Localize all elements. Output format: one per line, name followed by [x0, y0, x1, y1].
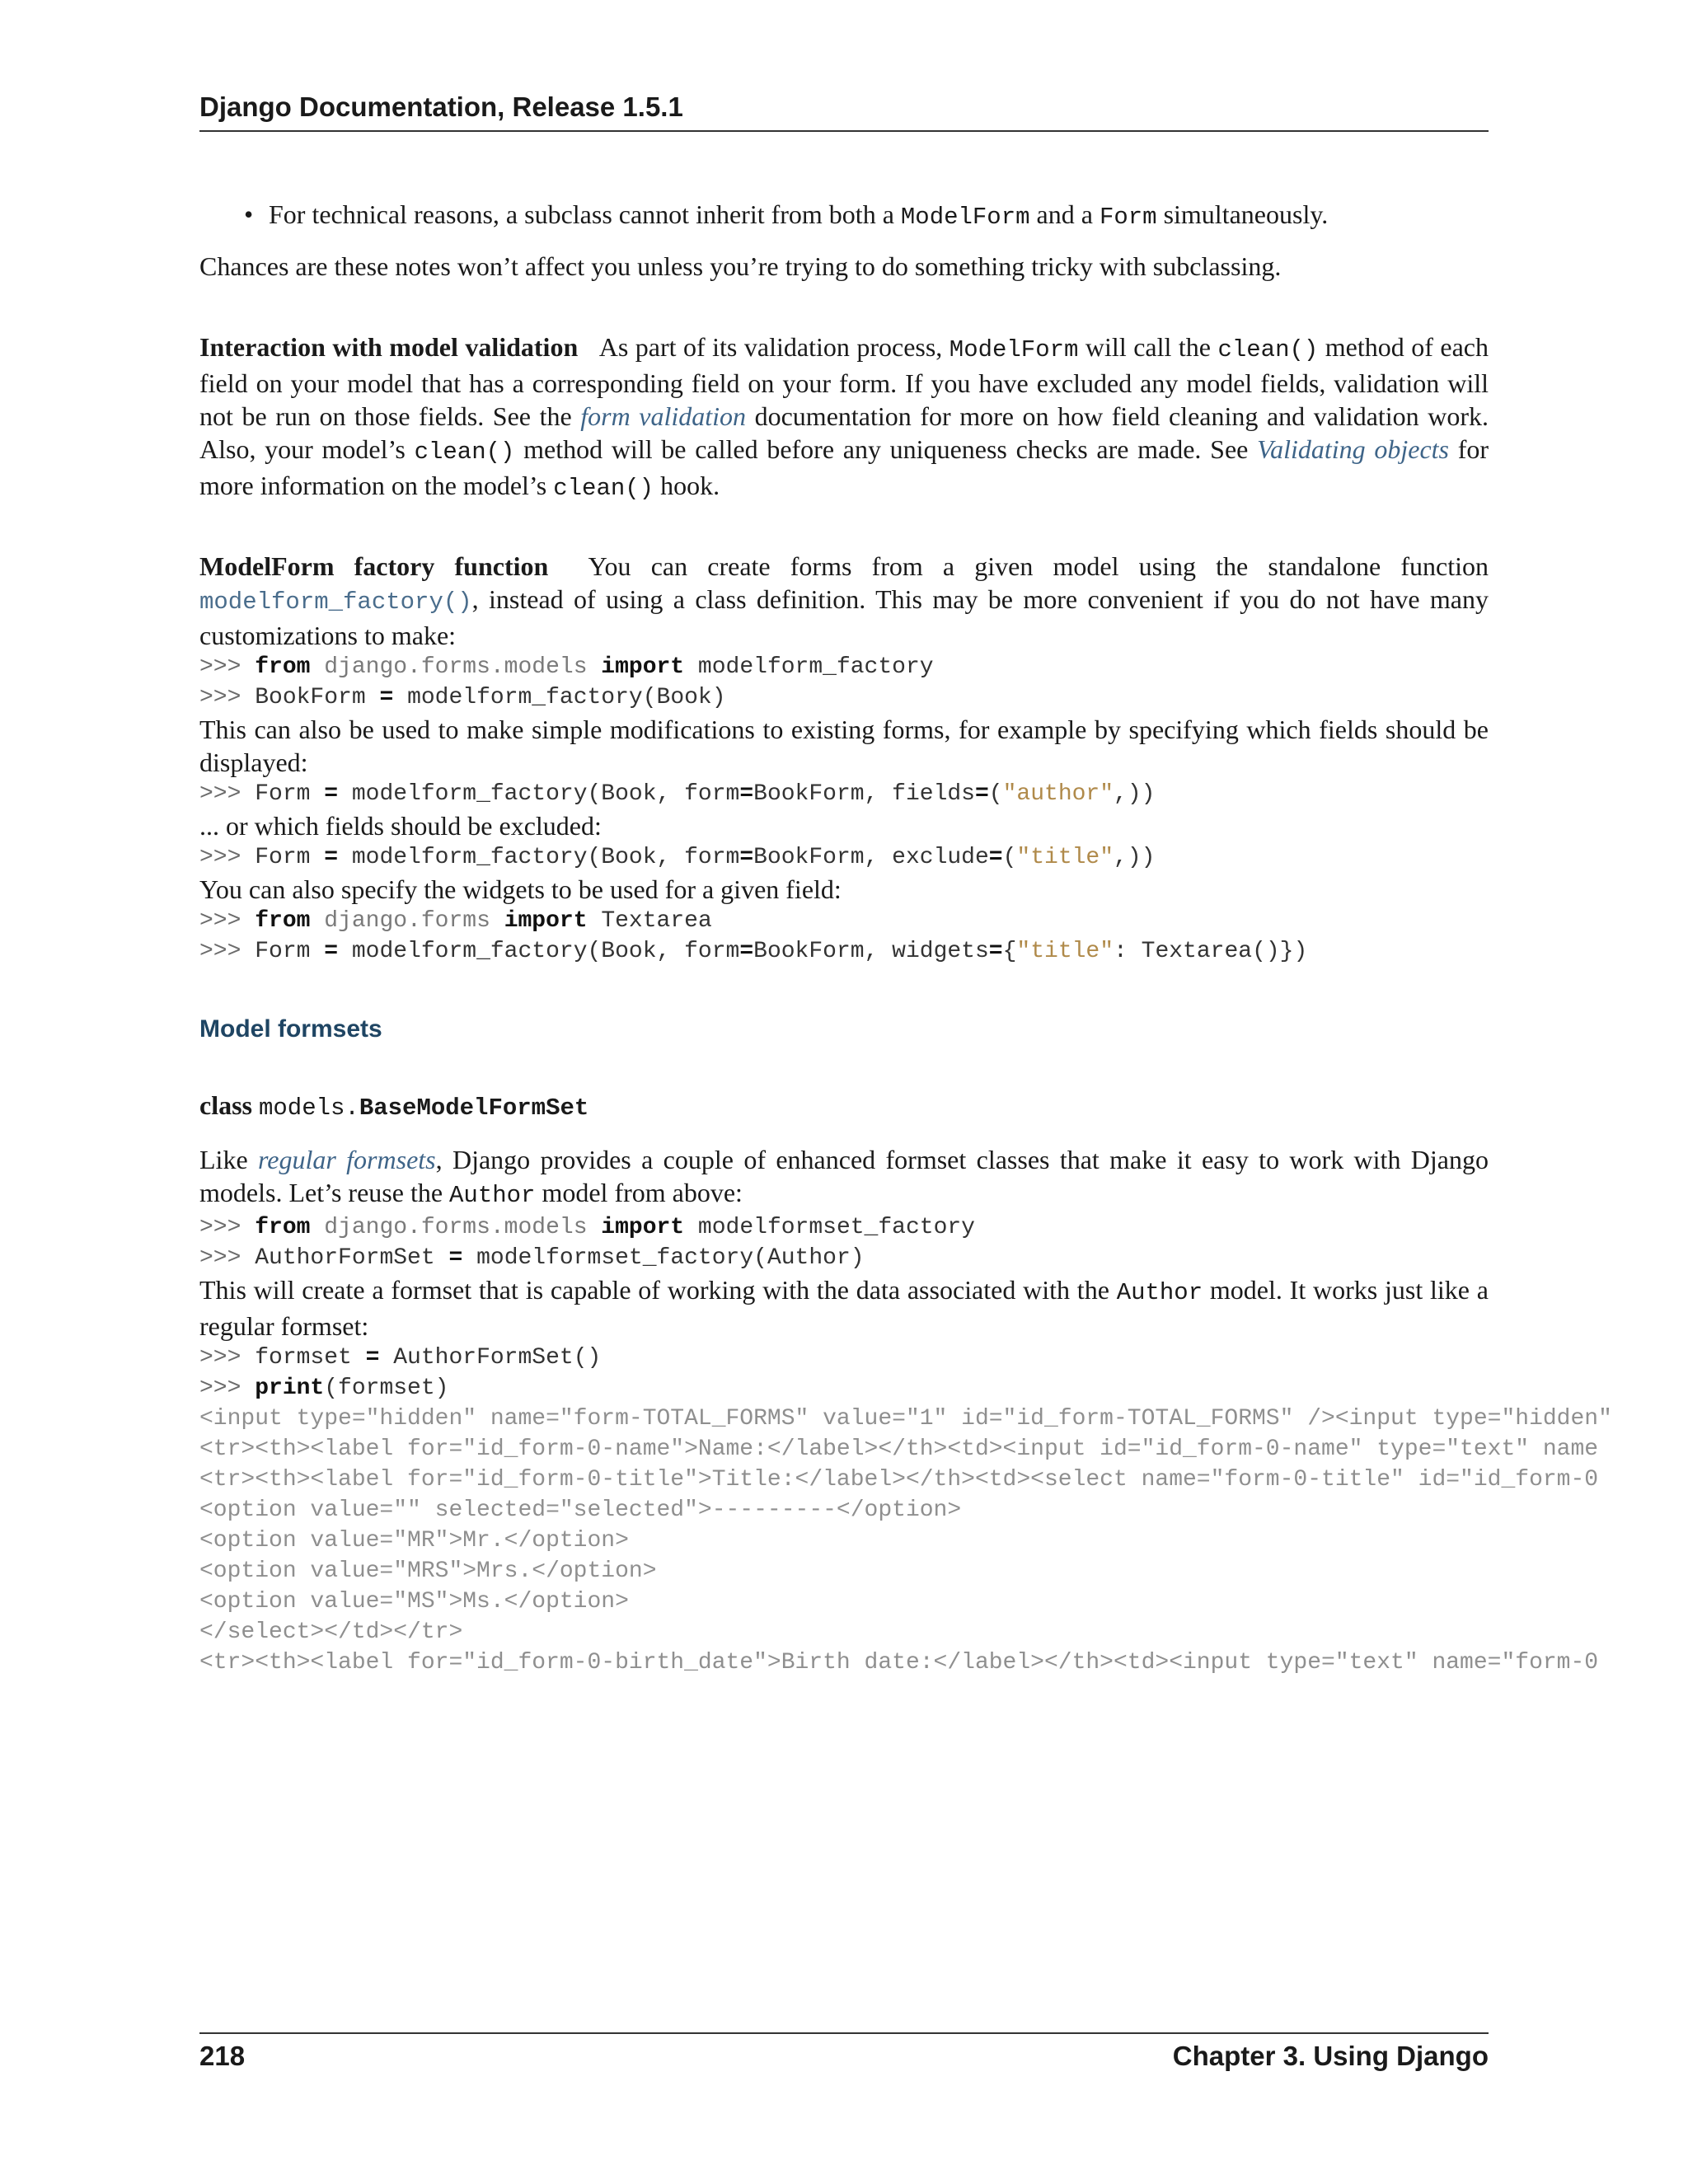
chances-paragraph: Chances are these notes won’t affect you unless you’re trying to do something tricky with subclassing.	[199, 251, 1282, 281]
prompt: >>>	[199, 1245, 256, 1271]
text-run: and a	[1029, 199, 1100, 229]
code-text: modelformset_factory(Author)	[462, 1245, 865, 1271]
prompt: >>>	[199, 1345, 256, 1371]
formset-paragraph	[199, 1273, 1489, 1343]
code-text: Form	[255, 845, 325, 870]
inline-code: Author	[449, 1182, 536, 1209]
code-text: Textarea	[587, 908, 712, 934]
prompt: >>>	[199, 1376, 256, 1401]
code-text: modelform_factory(Book, form	[338, 845, 740, 870]
operator: =	[739, 781, 754, 807]
code-text: BookForm, fields	[753, 781, 975, 807]
paragraph-heading: Interaction with model validation	[199, 332, 579, 362]
string-literal: "title"	[1016, 939, 1114, 964]
module-name: django.forms.models	[310, 654, 602, 680]
output-line: </select></td></tr>	[199, 1619, 463, 1645]
widgets-paragraph: You can also specify the widgets to be used for a given field:	[199, 874, 842, 904]
inline-code: clean()	[414, 438, 515, 466]
code-block	[199, 1212, 1688, 1273]
page-number: 218	[199, 2041, 246, 2071]
like-paragraph	[199, 1143, 1489, 1212]
inline-code: Author	[1116, 1279, 1203, 1306]
operator: =	[448, 1245, 463, 1271]
code-text: formset	[255, 1345, 366, 1371]
text-run: method will be called before any uniqueness checks are made. See	[514, 434, 1258, 464]
inline-code: ModelForm	[949, 336, 1079, 363]
code-text: BookForm	[255, 685, 380, 710]
inline-code: clean()	[553, 475, 654, 502]
modelform-factory-link[interactable]: modelform_factory()	[199, 588, 472, 616]
prompt: >>>	[199, 654, 256, 680]
keyword: from	[255, 908, 311, 934]
chapter-title: Chapter 3. Using Django	[1172, 2041, 1489, 2071]
text-run: This will create a formset that is capable of working with the data associated with the	[199, 1275, 1117, 1305]
form-validation-link[interactable]: form validation	[580, 401, 747, 431]
output-line: <option value="" selected="selected">---------</option>	[199, 1497, 962, 1523]
page-header	[199, 89, 1489, 132]
output-line: <tr><th><label for="id_form-0-title">Title:</label></th><td><select name="form-0-title" id="id_form-0	[199, 1467, 1599, 1493]
text-run: , Django provides a couple of enhanced formset classes that make it easy to work with Django models. Let’s reuse the	[199, 1145, 1489, 1207]
prompt: >>>	[199, 939, 256, 964]
class-name: BaseModelFormSet	[359, 1094, 589, 1122]
string-literal: "author"	[1002, 781, 1114, 807]
code-text: modelformset_factory	[684, 1215, 975, 1240]
text-run: , instead of using a class definition. This may be more convenient if you do not have many customizations to make:	[199, 584, 1489, 650]
operator: =	[988, 845, 1003, 870]
code-text: ,))	[1114, 845, 1156, 870]
keyword: from	[255, 654, 311, 680]
output-line: <tr><th><label for="id_form-0-name">Name:</label></th><td><input id="id_form-0-name" type="text" name	[199, 1436, 1599, 1462]
inline-code: Form	[1099, 204, 1157, 231]
keyword: from	[255, 1215, 311, 1240]
code-block	[199, 906, 1688, 967]
prompt: >>>	[199, 845, 256, 870]
bullet-icon: •	[244, 199, 254, 229]
keyword: print	[255, 1376, 325, 1401]
code-text: AuthorFormSet	[255, 1245, 449, 1271]
operator: =	[988, 939, 1003, 964]
text-run: will call the	[1078, 332, 1218, 362]
inline-code: ModelForm	[900, 204, 1030, 231]
simple-modifications-paragraph: This can also be used to make simple modifications to existing forms, for example by specifying which fields should be displayed:	[199, 715, 1489, 777]
text-run: hook.	[654, 471, 720, 500]
keyword: import	[601, 1215, 685, 1240]
output-line: <option value="MRS">Mrs.</option>	[199, 1558, 657, 1584]
operator: =	[324, 845, 339, 870]
list-item	[199, 198, 1489, 234]
text-run: method of each field on your model that has a corresponding field on your form. If you have excluded any model fields, validation will not be run on those fields. See the	[199, 332, 1489, 431]
code-text: modelform_factory	[684, 654, 934, 680]
section-heading: Model formsets	[199, 1015, 382, 1043]
text-run: documentation for more on how field cleaning and validation work. Also, your model’s	[199, 401, 1489, 464]
operator: =	[379, 685, 394, 710]
code-text: modelform_factory(Book, form	[338, 939, 740, 964]
output-line: <input type="hidden" name="form-TOTAL_FORMS" value="1" id="id_form-TOTAL_FORMS" /><input type="hidden"	[199, 1406, 1612, 1432]
operator: =	[974, 781, 989, 807]
output-line: <option value="MR">Mr.</option>	[199, 1528, 629, 1554]
paragraph-heading: ModelForm factory function	[199, 551, 549, 581]
operator: =	[324, 781, 339, 807]
validating-objects-link[interactable]: Validating objects	[1257, 434, 1449, 464]
document-title: Django Documentation, Release 1.5.1	[199, 91, 683, 122]
regular-formsets-link[interactable]: regular formsets	[258, 1145, 436, 1174]
code-text: modelform_factory(Book, form	[338, 781, 740, 807]
output-line: <tr><th><label for="id_form-0-birth_date">Birth date:</label></th><td><input type="text" name="form-0	[199, 1650, 1599, 1675]
code-block	[199, 1343, 1688, 1678]
inline-code: clean()	[1217, 336, 1319, 363]
prompt: >>>	[199, 1215, 256, 1240]
code-text: Form	[255, 939, 325, 964]
text-run: You can create forms from a given model using the standalone function	[588, 551, 1489, 581]
prompt: >>>	[199, 685, 256, 710]
excluded-paragraph: ... or which fields should be excluded:	[199, 811, 602, 841]
output-line: <option value="MS">Ms.</option>	[199, 1589, 629, 1615]
code-block	[199, 842, 1688, 873]
operator: =	[324, 939, 339, 964]
text-run: model. It works just like a regular formset:	[199, 1275, 1489, 1341]
prompt: >>>	[199, 908, 256, 934]
text-run: Like	[199, 1145, 258, 1174]
text-run: For technical reasons, a subclass cannot inherit from both a	[269, 199, 901, 229]
prompt: >>>	[199, 781, 256, 807]
page-footer	[199, 2032, 1489, 2072]
text-run: for more information on the model’s	[199, 434, 1489, 500]
module-name: django.forms.models	[310, 1215, 602, 1240]
page-content	[199, 198, 1612, 1678]
code-text: {	[1002, 939, 1017, 964]
code-text: (	[1002, 845, 1017, 870]
text-run: simultaneously.	[1156, 199, 1329, 229]
code-text: AuthorFormSet()	[379, 1345, 602, 1371]
class-keyword: class	[199, 1090, 252, 1120]
code-text: : Textarea()})	[1114, 939, 1308, 964]
operator: =	[365, 1345, 380, 1371]
code-text: (formset)	[324, 1376, 449, 1401]
code-block	[199, 779, 1688, 809]
code-text: ,))	[1114, 781, 1156, 807]
class-module: models.	[259, 1094, 359, 1122]
code-text: BookForm, exclude	[753, 845, 989, 870]
code-text: BookForm, widgets	[753, 939, 989, 964]
string-literal: "title"	[1016, 845, 1114, 870]
code-text: Form	[255, 781, 325, 807]
keyword: import	[504, 908, 588, 934]
code-text: (	[988, 781, 1003, 807]
text-run: model from above:	[535, 1178, 743, 1207]
module-name: django.forms	[310, 908, 504, 934]
interaction-paragraph	[199, 330, 1489, 505]
operator: =	[739, 939, 754, 964]
bullet-text	[242, 198, 1489, 234]
code-block	[199, 652, 1688, 713]
factory-paragraph	[199, 550, 1489, 652]
class-signature	[199, 1089, 1489, 1125]
operator: =	[739, 845, 754, 870]
keyword: import	[601, 654, 685, 680]
text-run: As part of its validation process,	[598, 332, 950, 362]
code-text: modelform_factory(Book)	[393, 685, 726, 710]
